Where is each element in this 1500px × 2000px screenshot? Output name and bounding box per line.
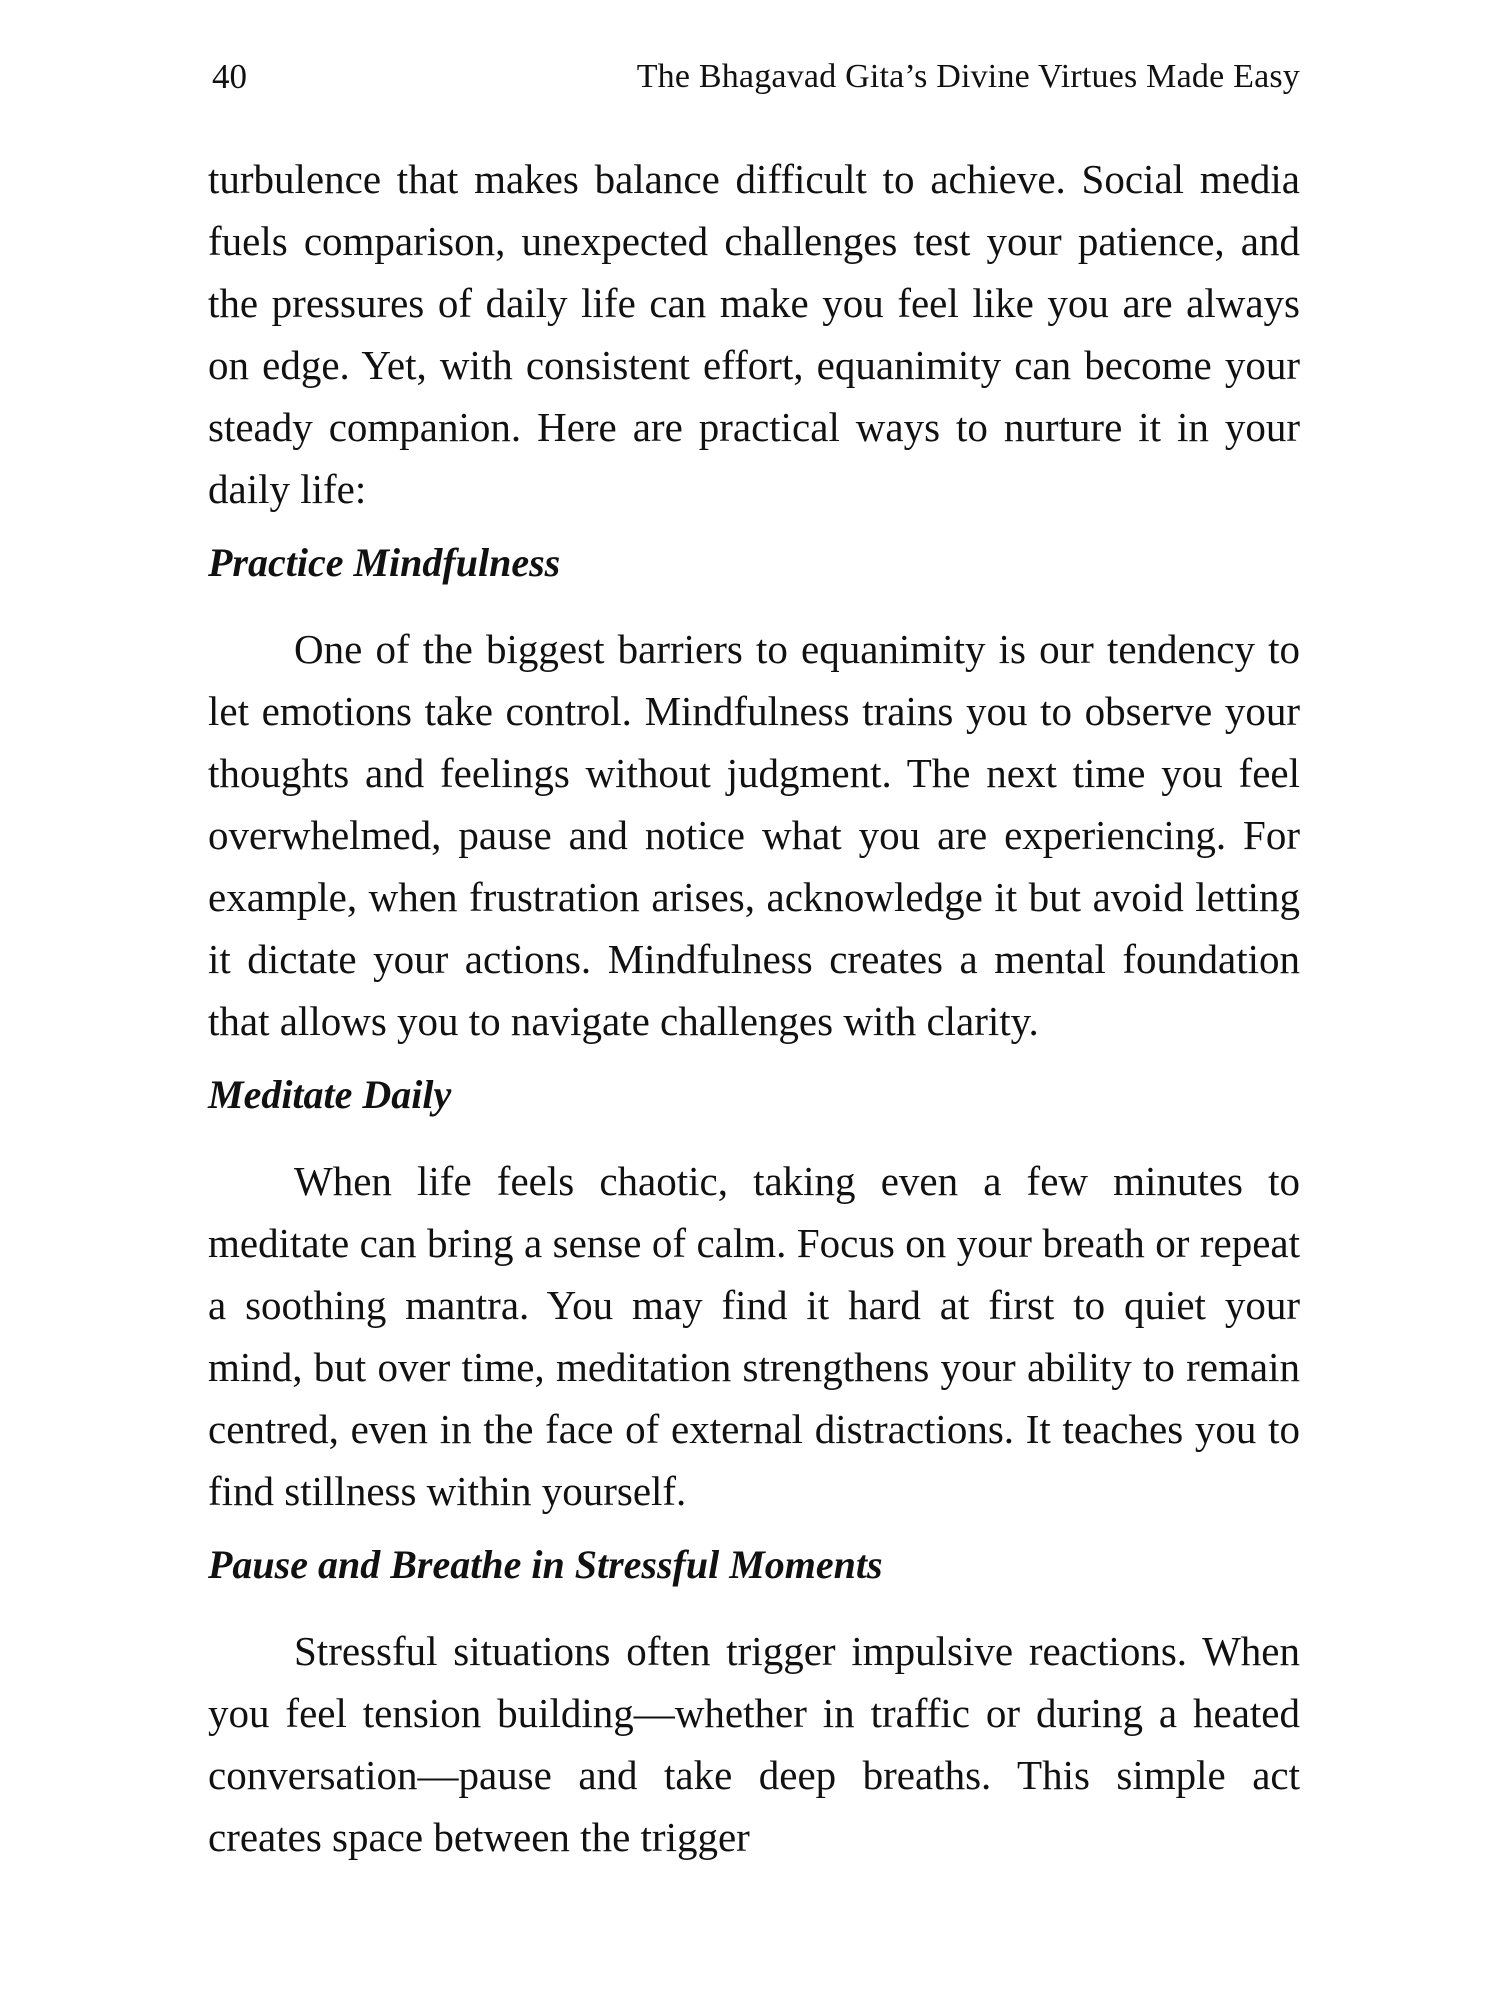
book-page bbox=[208, 0, 1300, 2000]
page-number: 40 bbox=[212, 57, 247, 96]
body-text bbox=[208, 148, 1300, 1868]
section-paragraph-practice-mindfulness: One of the biggest barriers to equanimity is our tendency to let emotions take control. Mindfulness trains you to observe your thoughts and feelings without judgment. The next time you feel overwhelmed, pause and notice what you are experiencing. For example, when frustration arises, acknowledge it but avoid letting it dictate your actions. Mindfulness creates a mental foundation that allows you to navigate challenges with clarity. bbox=[208, 626, 1300, 1044]
section-heading-practice-mindfulness: Practice Mindfulness bbox=[208, 540, 561, 585]
intro-paragraph: turbulence that makes balance difficult to achieve. Social media fuels comparison, unexpected challenges test your patience, and the pressures of daily life can make you feel like you are always on edge. Yet, with consistent effort, equanimity can become your steady companion. Here are practical ways to nurture it in your daily life: bbox=[208, 156, 1300, 512]
book-title: The Bhagavad Gita’s Divine Virtues Made Easy bbox=[636, 58, 1300, 95]
section-paragraph-meditate-daily: When life feels chaotic, taking even a few minutes to meditate can bring a sense of calm. Focus on your breath or repeat a soothing mantra. You may find it hard at first to quiet your mind, but over time, meditation strengthens your ability to remain centred, even in the face of external distractions. It teaches you to find stillness within yourself. bbox=[208, 1158, 1300, 1514]
section-heading-meditate-daily: Meditate Daily bbox=[208, 1072, 452, 1117]
section-heading-pause-and-breathe: Pause and Breathe in Stressful Moments bbox=[208, 1542, 883, 1587]
section-paragraph-pause-and-breathe: Stressful situations often trigger impulsive reactions. When you feel tension building—whether in traffic or during a heated conversation—pause and take deep breaths. This simple act creates space between the trigger bbox=[208, 1628, 1300, 1860]
running-header bbox=[208, 52, 1300, 102]
